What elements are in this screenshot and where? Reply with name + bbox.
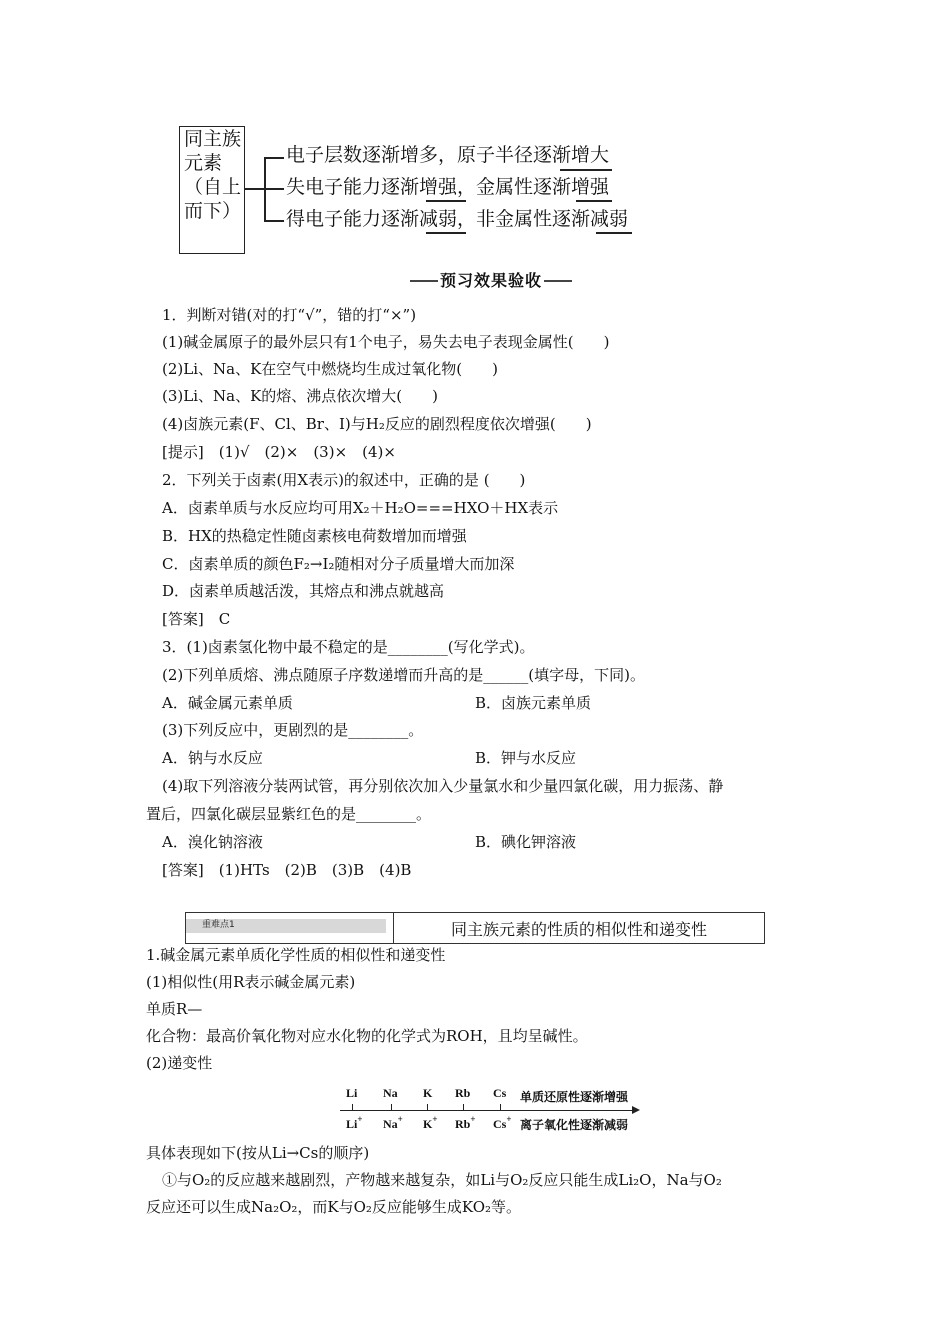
blank-underline <box>596 232 632 234</box>
q3-part-1: 3．(1)卤素氢化物中最不稳定的是________(写化学式)。 <box>162 638 535 656</box>
diagram-tick <box>500 1104 501 1111</box>
ion-rb-symbol: Rb <box>455 1117 471 1131</box>
q3-part-2: (2)下列单质熔、沸点随原子序数递增而升高的是______(填字母，下同)。 <box>162 666 645 684</box>
key-point-label: 重难点1 <box>202 920 235 930</box>
q2-stem: 2．下列关于卤素(用X表示)的叙述中，正确的是 ( ) <box>162 471 526 489</box>
body-heading-2: (1)相似性(用R表示碱金属元素) <box>146 973 356 991</box>
ion-rb: Rb+ <box>455 1114 476 1131</box>
element-cs: Cs <box>493 1086 507 1100</box>
bracket-branch-3 <box>264 220 284 222</box>
diagram-tick <box>391 1104 392 1111</box>
q3-part-2-option-a: A．碱金属元素单质 <box>162 694 293 712</box>
rule-1: 电子层数逐渐增多，原子半径逐渐增大 <box>286 144 610 166</box>
diagram-tick <box>427 1104 428 1111</box>
summary-box-line-2: 元素 <box>184 152 223 174</box>
alkali-trend-diagram <box>330 1084 650 1136</box>
ion-k: K+ <box>423 1114 438 1131</box>
diagram-top-label: 单质还原性逐渐增强 <box>520 1090 629 1104</box>
ion-cs-symbol: Cs <box>493 1117 507 1131</box>
diagram-arrowhead <box>632 1106 640 1114</box>
key-point-box <box>185 912 765 944</box>
q1-item-2: (2)Li、Na、K在空气中燃烧均生成过氧化物( ) <box>162 360 498 378</box>
body-heading-1: 1.碱金属元素单质化学性质的相似性和递变性 <box>146 946 446 964</box>
blank-underline <box>426 200 466 202</box>
summary-box-line-1: 同主族 <box>184 128 242 150</box>
q3-part-3-option-a: A．钠与水反应 <box>162 749 263 767</box>
ion-na-symbol: Na <box>383 1117 398 1131</box>
bracket-stem <box>245 188 265 190</box>
q1-stem: 1．判断对错(对的打“√”，错的打“×”) <box>162 306 417 324</box>
key-point-title: 同主族元素的性质的相似性和递变性 <box>450 920 707 939</box>
section-header-title: 预习效果验收 <box>440 271 543 290</box>
q1-item-3: (3)Li、Na、K的熔、沸点依次增大( ) <box>162 387 438 405</box>
q3-part-2-option-b: B．卤族元素单质 <box>475 694 592 712</box>
q2-answer: [答案] C <box>162 610 231 628</box>
ion-li-symbol: Li <box>346 1117 358 1131</box>
q3-part-3: (3)下列反应中，更剧烈的是________。 <box>162 721 424 739</box>
diagram-axis <box>340 1110 636 1111</box>
body-line-5: 反应还可以生成Na₂O₂，而K与O₂反应能够生成KO₂等。 <box>146 1198 522 1216</box>
body-line-3: 具体表现如下(按从Li→Cs的顺序) <box>146 1144 370 1162</box>
summary-box-line-4: 而下） <box>184 200 242 222</box>
blank-underline <box>576 200 612 202</box>
summary-box-line-3: （自上 <box>184 176 242 198</box>
q3-part-4-line-1: (4)取下列溶液分装两试管，再分别依次加入少量氯水和少量四氯化碳，用力振荡、静 <box>162 777 724 795</box>
summary-box <box>179 126 245 254</box>
ion-k-symbol: K <box>423 1117 433 1131</box>
rule-2: 失电子能力逐渐增强，金属性逐渐增强 <box>286 176 610 198</box>
body-line-4: ①与O₂的反应越来越剧烈，产物越来越复杂，如Li与O₂反应只能生成Li₂O，Na与O₂ <box>162 1171 722 1189</box>
element-k: K <box>423 1086 433 1100</box>
q1-hint: [提示] (1)√ (2)× (3)× (4)× <box>162 443 396 461</box>
ion-na: Na+ <box>383 1114 403 1131</box>
q2-option-d: D．卤素单质越活泼，其熔点和沸点就越高 <box>162 582 445 600</box>
bracket-branch-2 <box>264 188 284 190</box>
diagram-tick <box>352 1104 353 1111</box>
body-line-2: 化合物：最高价氧化物对应水化物的化学式为ROH，且均呈碱性。 <box>146 1027 588 1045</box>
diagram-bottom-label: 离子氧化性逐渐减弱 <box>520 1118 629 1132</box>
blank-underline <box>560 169 612 171</box>
q2-option-a: A．卤素单质与水反应均可用X₂＋H₂O===HXO＋HX表示 <box>162 499 559 517</box>
q3-part-3-option-b: B．钾与水反应 <box>475 749 577 767</box>
section-header <box>410 269 572 293</box>
q1-item-4: (4)卤族元素(F、Cl、Br、I)与H₂反应的剧烈程度依次增强( ) <box>162 415 592 433</box>
header-rule-left <box>410 280 438 282</box>
bracket-branch-1 <box>264 157 284 159</box>
q3-part-4-option-a: A．溴化钠溶液 <box>162 833 263 851</box>
q3-answer: [答案] (1)HTs (2)B (3)B (4)B <box>162 861 412 879</box>
header-rule-right <box>544 280 572 282</box>
element-li: Li <box>346 1086 358 1100</box>
q2-option-b: B．HX的热稳定性随卤素核电荷数增加而增强 <box>162 527 467 545</box>
element-rb: Rb <box>455 1086 471 1100</box>
ion-li: Li+ <box>346 1114 363 1131</box>
rule-3: 得电子能力逐渐减弱，非金属性逐渐减弱 <box>286 208 629 230</box>
q1-item-1: (1)碱金属原子的最外层只有1个电子，易失去电子表现金属性( ) <box>162 333 610 351</box>
body-line-1: 单质R— <box>146 1000 203 1018</box>
q3-part-4-option-b: B．碘化钾溶液 <box>475 833 577 851</box>
q2-option-c: C．卤素单质的颜色F₂→I₂随相对分子质量增大而加深 <box>162 555 515 573</box>
blank-underline <box>426 232 466 234</box>
body-heading-3: (2)递变性 <box>146 1054 213 1072</box>
q3-part-4-line-2: 置后，四氯化碳层显紫红色的是________。 <box>146 805 432 823</box>
diagram-tick <box>463 1104 464 1111</box>
ion-cs: Cs+ <box>493 1114 512 1131</box>
element-na: Na <box>383 1086 398 1100</box>
